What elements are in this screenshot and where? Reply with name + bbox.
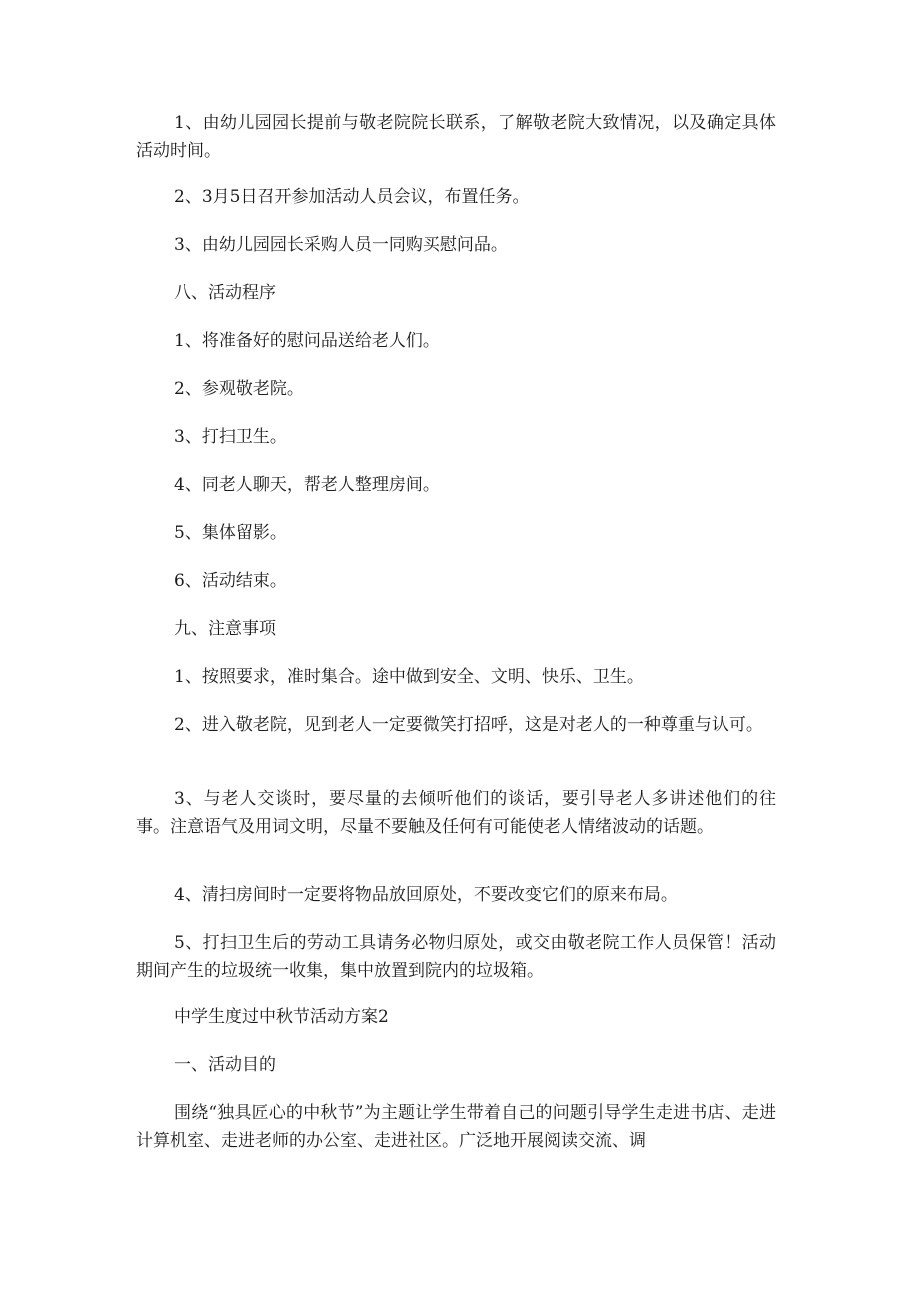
paragraph-prep-3: 3、由幼儿园园长采购人员一同购买慰问品。 — [174, 235, 508, 255]
paragraph-prep-1: 1、由幼儿园园长提前与敬老院院长联系，了解敬老院大致情况，以及确定具体活动时间。 — [136, 113, 776, 161]
heading-activity-purpose: 一、活动目的 — [174, 1055, 276, 1075]
paragraph-procedure-5: 5、集体留影。 — [174, 523, 287, 543]
paragraph-procedure-4: 4、同老人聊天，帮老人整理房间。 — [174, 475, 440, 495]
section-title-plan-2: 中学生度过中秋节活动方案2 — [174, 1007, 389, 1027]
paragraph-procedure-1: 1、将准备好的慰问品送给老人们。 — [174, 331, 440, 351]
heading-precautions: 九、注意事项 — [174, 619, 276, 639]
paragraph-precaution-3: 3、与老人交谈时，要尽量的去倾听他们的谈话，要引导老人多讲述他们的往事。注意语气及用词文明，尽量不要触及任何有可能使老人情绪波动的话题。 — [136, 789, 776, 837]
heading-activity-procedure: 八、活动程序 — [174, 283, 276, 303]
paragraph-precaution-1: 1、按照要求，准时集合。途中做到安全、文明、快乐、卫生。 — [174, 667, 644, 687]
paragraph-procedure-3: 3、打扫卫生。 — [174, 427, 287, 447]
paragraph-precaution-2: 2、进入敬老院，见到老人一定要微笑打招呼，这是对老人的一种尊重与认可。 — [174, 715, 763, 735]
paragraph-procedure-6: 6、活动结束。 — [174, 571, 287, 591]
paragraph-prep-2: 2、3月5日召开参加活动人员会议，布置任务。 — [174, 187, 530, 207]
paragraph-procedure-2: 2、参观敬老院。 — [174, 379, 304, 399]
paragraph-precaution-4: 4、清扫房间时一定要将物品放回原处，不要改变它们的原来布局。 — [174, 885, 678, 905]
paragraph-precaution-5: 5、打扫卫生后的劳动工具请务必物归原处，或交由敬老院工作人员保管！活动期间产生的垃圾统一收集，集中放置到院内的垃圾箱。 — [136, 933, 776, 981]
paragraph-purpose: 围绕“独具匠心的中秋节”为主题让学生带着自己的问题引导学生走进书店、走进计算机室、走进老师的办公室、走进社区。广泛地开展阅读交流、调 — [136, 1103, 776, 1151]
